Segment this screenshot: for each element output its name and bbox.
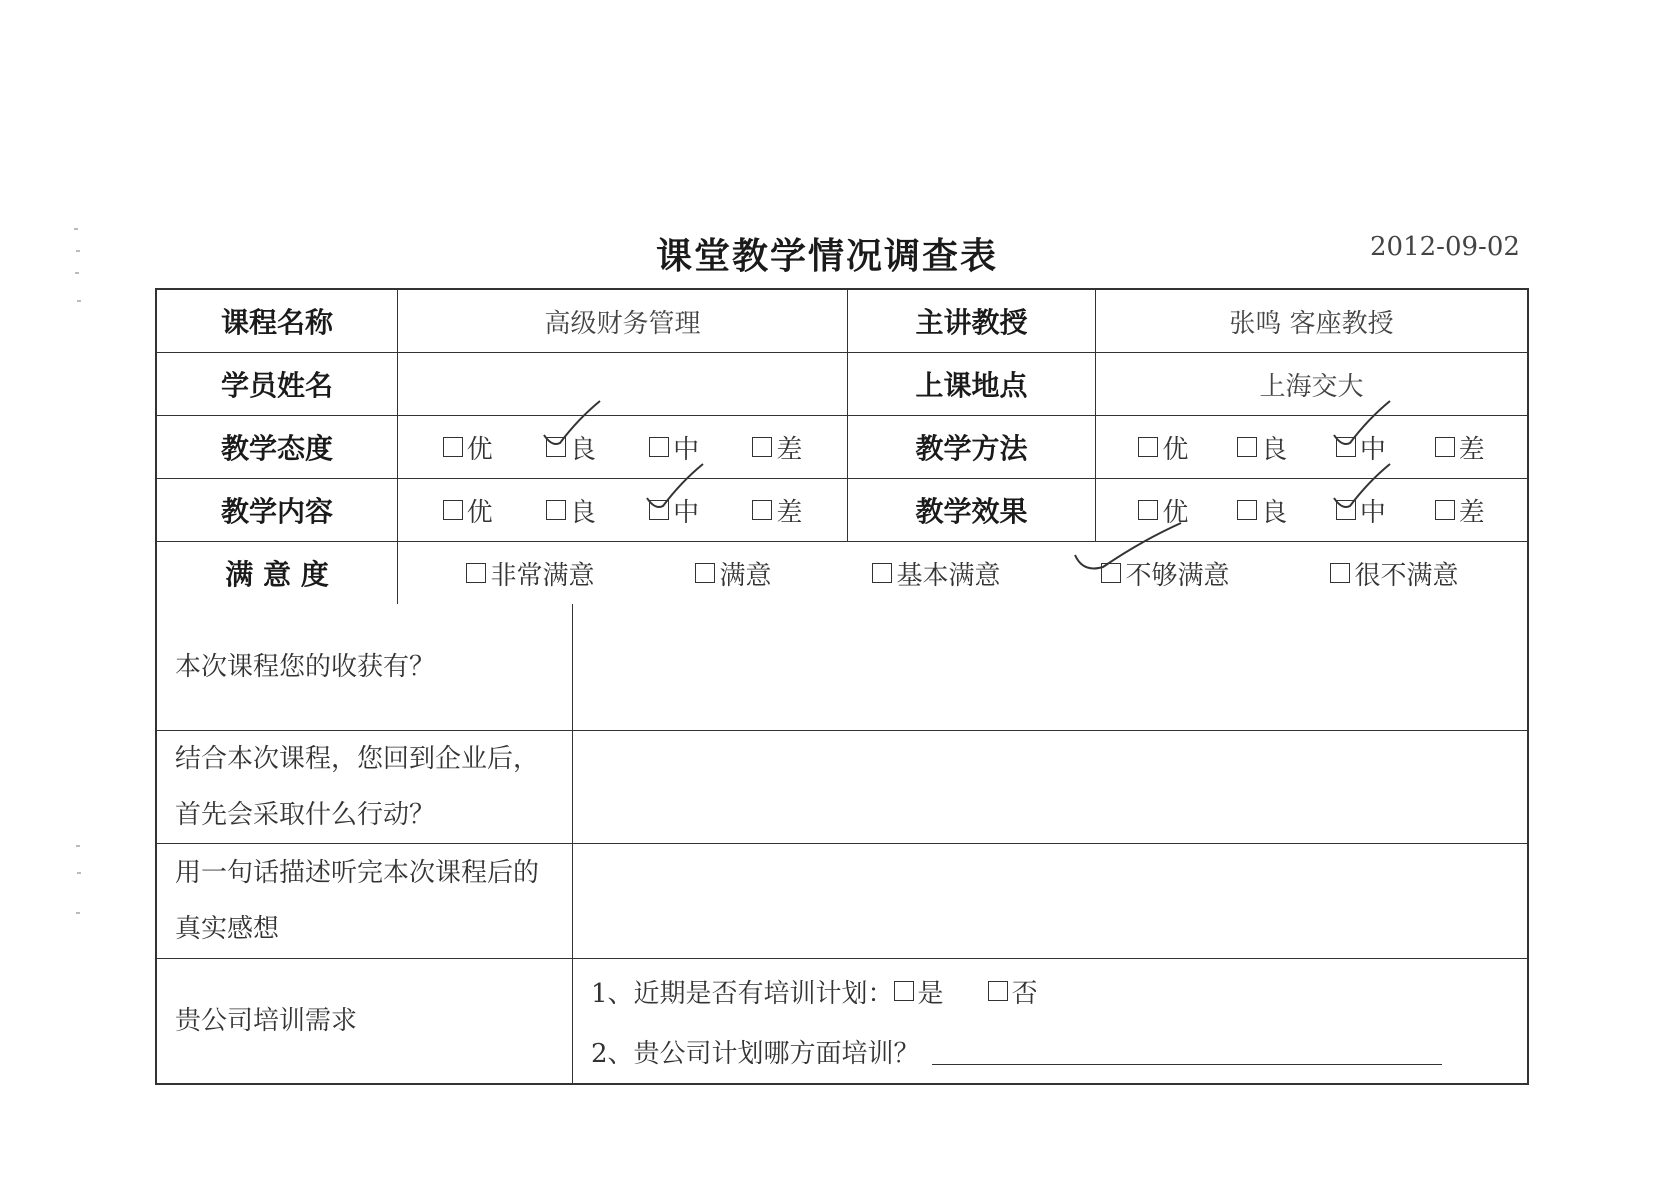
- attitude-option-excellent[interactable]: 优: [443, 429, 493, 466]
- checkbox-icon[interactable]: [443, 500, 463, 520]
- location-label: 上课地点: [847, 353, 1095, 415]
- checkbox-icon[interactable]: [1435, 437, 1455, 457]
- scan-mark: [76, 912, 80, 914]
- satisfaction-label: 满 意 度: [225, 558, 329, 591]
- answer-gains-field[interactable]: [572, 604, 1527, 730]
- checkbox-icon[interactable]: [466, 563, 486, 583]
- answer-action-field[interactable]: [572, 731, 1527, 843]
- question-gains-label: 本次课程您的收获有？: [175, 652, 436, 682]
- content-option-good[interactable]: 良: [546, 492, 596, 529]
- checkbox-icon[interactable]: [546, 437, 566, 457]
- effect-options: [1095, 479, 1527, 541]
- student-row: [157, 352, 1527, 415]
- method-option-good[interactable]: 良: [1237, 429, 1287, 466]
- satisfaction-row: [157, 541, 1527, 604]
- content-option-average[interactable]: 中: [649, 492, 699, 529]
- checkbox-icon[interactable]: [1237, 437, 1257, 457]
- checkbox-icon[interactable]: [894, 981, 914, 1001]
- satisfaction-option-basically-satisfied[interactable]: 基本满意: [872, 555, 1000, 592]
- training-needs-label: 贵公司培训需求: [175, 1006, 358, 1036]
- checkbox-icon[interactable]: [695, 563, 715, 583]
- checkbox-icon[interactable]: [649, 500, 669, 520]
- satisfaction-option-very-dissatisfied[interactable]: 很不满意: [1330, 555, 1458, 592]
- checkbox-icon[interactable]: [649, 437, 669, 457]
- answer-feeling-field[interactable]: [572, 844, 1527, 958]
- checkbox-icon[interactable]: [752, 437, 772, 457]
- survey-form: [155, 288, 1529, 1085]
- method-label: 教学方法: [847, 416, 1095, 478]
- checkbox-icon[interactable]: [872, 563, 892, 583]
- question-action-label: 结合本次课程，您回到企业后，首先会采取什么行动？: [175, 744, 540, 830]
- method-option-poor[interactable]: 差: [1435, 429, 1485, 466]
- checkbox-icon[interactable]: [443, 437, 463, 457]
- question-feeling-label: 用一句话描述听完本次课程后的真实感想: [175, 858, 540, 944]
- course-row: [157, 290, 1527, 352]
- content-effect-row: [157, 478, 1527, 541]
- attitude-options: [397, 416, 847, 478]
- attitude-label: 教学态度: [220, 432, 333, 465]
- question-row: [157, 604, 1527, 730]
- checkbox-icon[interactable]: [1138, 500, 1158, 520]
- effect-label: 教学效果: [847, 479, 1095, 541]
- student-name-field[interactable]: [397, 353, 847, 415]
- checkbox-icon[interactable]: [752, 500, 772, 520]
- checkbox-icon[interactable]: [988, 981, 1008, 1001]
- method-options: [1095, 416, 1527, 478]
- checkbox-icon[interactable]: [546, 500, 566, 520]
- checkbox-icon[interactable]: [1336, 500, 1356, 520]
- training-needs-answers: [572, 959, 1527, 1083]
- scan-mark: [77, 872, 81, 874]
- scan-mark: [77, 300, 81, 302]
- checkbox-icon[interactable]: [1336, 437, 1356, 457]
- document-title: 课堂教学情况调查表: [655, 236, 998, 277]
- question-row: [157, 843, 1527, 958]
- effect-option-poor[interactable]: 差: [1435, 492, 1485, 529]
- satisfaction-options: [397, 542, 1527, 604]
- satisfaction-option-very-satisfied[interactable]: 非常满意: [466, 555, 594, 592]
- content-options: [397, 479, 847, 541]
- document-date: 2012-09-02: [1370, 232, 1520, 262]
- checkbox-icon[interactable]: [1138, 437, 1158, 457]
- checkbox-icon[interactable]: [1435, 500, 1455, 520]
- question-row: [157, 730, 1527, 843]
- checkbox-icon[interactable]: [1237, 500, 1257, 520]
- checkbox-icon[interactable]: [1101, 563, 1121, 583]
- checkbox-icon[interactable]: [1330, 563, 1350, 583]
- content-label: 教学内容: [220, 495, 333, 528]
- attitude-option-poor[interactable]: 差: [752, 429, 802, 466]
- student-name-label: 学员姓名: [220, 369, 333, 402]
- training-plan-yes[interactable]: 是: [894, 973, 944, 1010]
- satisfaction-option-satisfied[interactable]: 满意: [695, 555, 771, 592]
- training-area-question: 2、贵公司计划哪方面培训？: [591, 1038, 920, 1069]
- location-value[interactable]: 上海交大: [1095, 353, 1527, 415]
- attitude-option-average[interactable]: 中: [649, 429, 699, 466]
- lecturer-label: 主讲教授: [847, 290, 1095, 352]
- course-name-label: 课程名称: [220, 306, 333, 339]
- attitude-method-row: [157, 415, 1527, 478]
- questions-section: [157, 604, 1527, 1083]
- effect-option-average[interactable]: 中: [1336, 492, 1386, 529]
- training-plan-question: 1、近期是否有培训计划：: [591, 978, 894, 1009]
- course-name-value[interactable]: 高级财务管理: [397, 290, 847, 352]
- training-plan-no[interactable]: 否: [988, 973, 1038, 1010]
- scan-mark: [76, 845, 80, 847]
- satisfaction-option-not-satisfied-enough[interactable]: 不够满意: [1101, 555, 1229, 592]
- training-area-line: [591, 1021, 1442, 1081]
- training-needs-row: [157, 958, 1527, 1083]
- content-option-excellent[interactable]: 优: [443, 492, 493, 529]
- effect-option-excellent[interactable]: 优: [1138, 492, 1188, 529]
- lecturer-value[interactable]: 张鸣 客座教授: [1095, 290, 1527, 352]
- method-option-average[interactable]: 中: [1336, 429, 1386, 466]
- training-plan-line: [591, 961, 1038, 1021]
- training-area-blank-field[interactable]: [932, 1038, 1442, 1065]
- effect-option-good[interactable]: 良: [1237, 492, 1287, 529]
- attitude-option-good[interactable]: 良: [546, 429, 596, 466]
- method-option-excellent[interactable]: 优: [1138, 429, 1188, 466]
- content-option-poor[interactable]: 差: [752, 492, 802, 529]
